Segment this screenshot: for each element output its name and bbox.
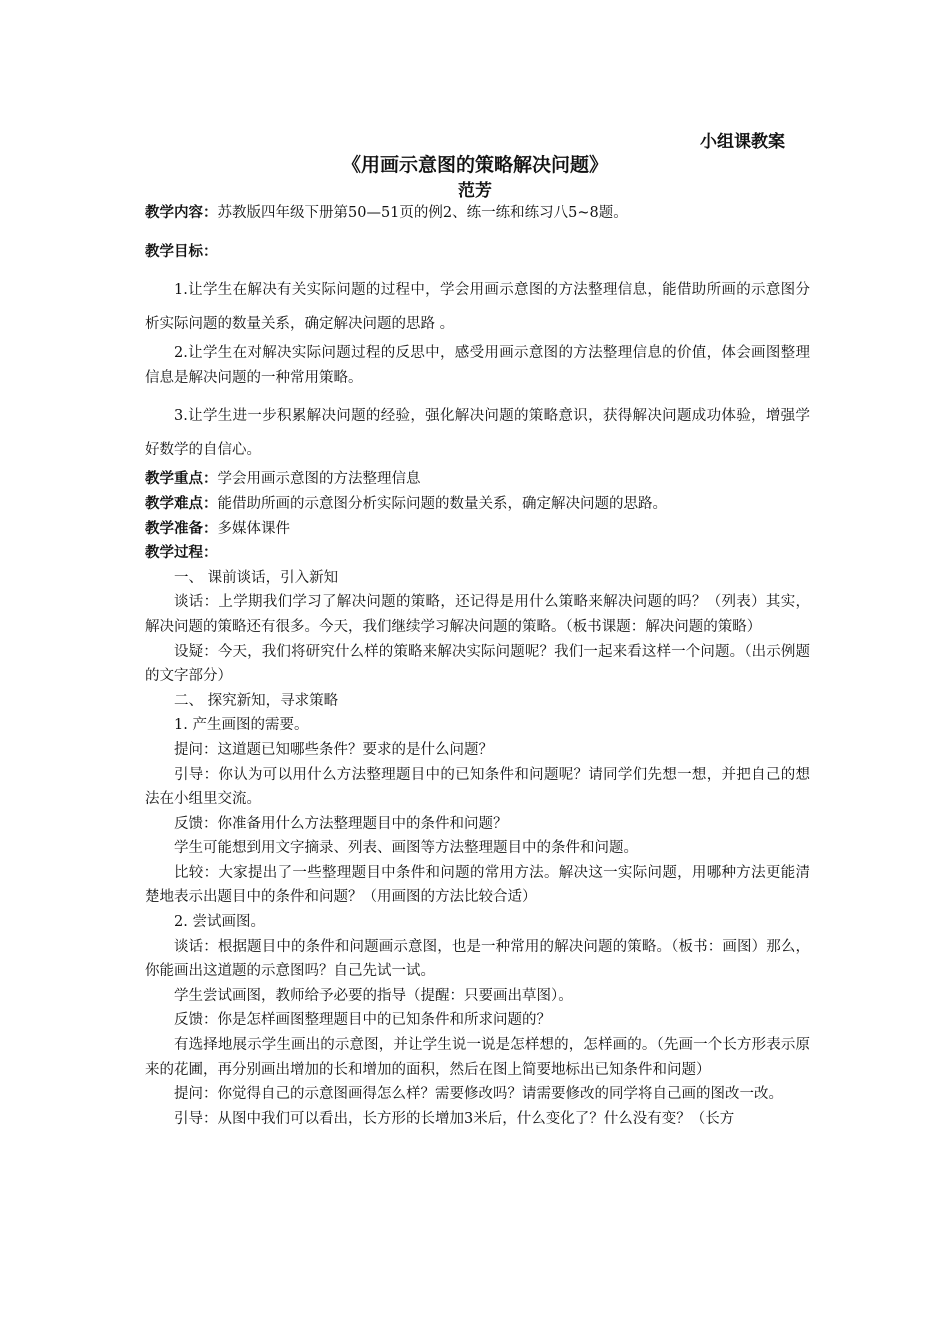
process-paragraph: 有选择地展示学生画出的示意图，并让学生说一说是怎样想的，怎样画的。（先画一个长方形表示原来的花圃，再分别画出增加的长和增加的面积，然后在图上简要地标出已知条件和问题） [145, 1037, 810, 1078]
process-paragraph: 提问：这道题已知哪些条件？要求的是什么问题？ [174, 741, 493, 758]
process-paragraph: 谈话：根据题目中的条件和问题画示意图，也是一种常用的解决问题的策略。（板书：画图）那么，你能画出这道题的示意图吗？自己先试一试。 [145, 938, 810, 980]
difficulty-label: 教学难点： [145, 495, 218, 512]
preparation-line [145, 517, 810, 542]
content-line [145, 201, 810, 226]
process-paragraph: 2. 尝试画图。 [174, 914, 265, 931]
preparation-text: 多媒体课件 [217, 520, 290, 537]
header-tag: 小组课教案 [700, 132, 785, 152]
goal-item: 1.让学生在解决有关实际问题的过程中，学会用画示意图的方法整理信息，能借助所画的示意图分析实际问题的数量关系，确定解决问题的思路 。 [145, 282, 810, 333]
process-paragraph: 提问：你觉得自己的示意图画得怎么样？需要修改吗？请需要修改的同学将自己画的图改一改。 [174, 1086, 783, 1103]
key-point-label: 教学重点： [145, 471, 218, 488]
content-label: 教学内容： [145, 205, 218, 221]
goals-heading [145, 240, 810, 265]
process-paragraph: 1. 产生画图的需要。 [174, 717, 309, 734]
process-paragraph: 谈话：上学期我们学习了解决问题的策略，还记得是用什么策略来解决问题的吗？（列表）其实，解决问题的策略还有很多。今天，我们继续学习解决问题的策略。（板书课题：解决问题的策略） [145, 594, 810, 635]
process-heading [145, 541, 810, 566]
key-point-text: 学会用画示意图的方法整理信息 [217, 471, 421, 488]
process-paragraph: 一、 课前谈话，引入新知 [174, 569, 339, 586]
process-paragraph: 比较：大家提出了一些整理题目中条件和问题的常用方法。解决这一实际问题，用哪种方法更能清楚地表示出题目中的条件和问题？（用画图的方法比较合适） [145, 864, 810, 906]
process-paragraph: 设疑：今天，我们将研究什么样的策略来解决实际问题呢？我们一起来看这样一个问题。（出示例题的文字部分） [145, 643, 810, 685]
preparation-label: 教学准备： [145, 520, 218, 537]
process-paragraph: 反馈：你准备用什么方法整理题目中的条件和问题？ [174, 815, 508, 832]
goal-item: 3.让学生进一步积累解决问题的经验，强化解决问题的策略意识，获得解决问题成功体验，增强学好数学的自信心。 [145, 408, 810, 459]
key-point-line [145, 467, 810, 492]
content-text: 苏教版四年级下册第50—51页的例2、练一练和练习八5~8题。 [217, 205, 628, 221]
difficulty-line [145, 492, 810, 517]
goal-item: 2.让学生在对解决实际问题过程的反思中，感受用画示意图的方法整理信息的价值，体会画图整理信息是解决问题的一种常用策略。 [145, 345, 810, 386]
difficulty-text: 能借助所画的示意图分析实际问题的数量关系，确定解决问题的思路。 [217, 495, 667, 512]
process-label: 教学过程： [145, 545, 218, 562]
process-paragraph: 引导：从图中我们可以看出，长方形的长增加3米后，什么变化了？什么没有变？（长方 [174, 1110, 735, 1127]
process-paragraph: 二、 探究新知，寻求策略 [174, 692, 339, 709]
author-name: 范芳 [458, 181, 492, 201]
process-paragraph: 引导：你认为可以用什么方法整理题目中的已知条件和问题呢？请同学们先想一想，并把自己的想法在小组里交流。 [145, 766, 810, 808]
process-paragraph: 学生尝试画图，教师给予必要的指导（提醒：只要画出草图）。 [174, 987, 573, 1004]
document-body [145, 201, 810, 1131]
process-paragraph: 反馈：你是怎样画图整理题目中的已知条件和所求问题的？ [174, 1012, 551, 1029]
goals-label: 教学目标： [145, 243, 218, 260]
document-title: 《用画示意图的策略解决问题》 [341, 154, 608, 176]
process-paragraph: 学生可能想到用文字摘录、列表、画图等方法整理题目中的条件和问题。 [174, 840, 638, 857]
